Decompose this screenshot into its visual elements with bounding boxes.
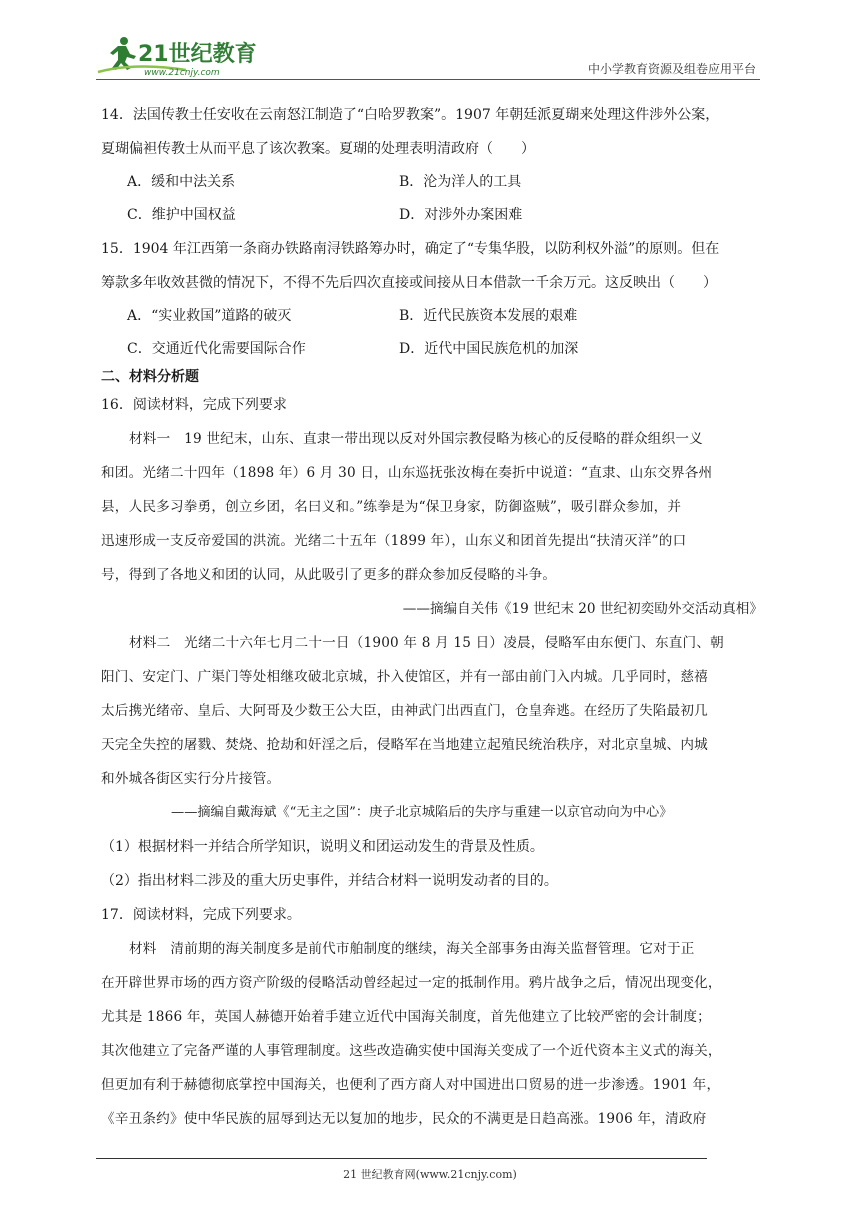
q17-material-line: 《辛丑条约》使中华民族的屈辱到达无以复加的地步，民众的不满更是日趋高涨。1906 年，清政府 xyxy=(101,1111,707,1127)
q17-material-line: 在开辟世界市场的西方资产阶级的侵略活动曾经起过一定的抵制作用。鸦片战争之后，情况出现变化， xyxy=(101,975,722,991)
q16-material-1-line: 迅速形成一支反帝爱国的洪流。光绪二十五年（1899 年），山东义和团首先提出“扶清灭洋”的口 xyxy=(101,533,687,549)
logo-url: www.21cnjy.com xyxy=(144,68,220,78)
q16-material-2-line: 天完全失控的屠戮、焚烧、抢劫和奸淫之后，侵略军在当地建立起殖民统治秩序，对北京皇城、内城 xyxy=(101,737,708,753)
question-16 xyxy=(101,388,765,898)
document-body xyxy=(101,98,765,1136)
q16-material-1-line: 县，人民多习拳勇，创立乡团，名曰义和。”练拳是为“保卫身家，防御盗贼”，吸引群众参加，并 xyxy=(101,499,682,515)
platform-name: 中小学教育资源及组卷应用平台 xyxy=(587,62,756,76)
q17-material-line: 尤其是 1866 年，英国人赫德开始着手建立近代中国海关制度，首先他建立了比较严密的会计制度； xyxy=(101,1009,711,1025)
q14-stem-line-2: 夏瑚偏袒传教士从而平息了该次教案。夏瑚的处理表明清政府（ ） xyxy=(101,141,535,157)
q14-option-b[interactable]: B．沦为洋人的工具 xyxy=(399,174,522,190)
q17-material-line: 材料 清前期的海关制度多是前代市舶制度的继续，海关全部事务由海关监督管理。它对于正 xyxy=(129,941,695,957)
question-17 xyxy=(101,898,765,1136)
q17-stem: 17．阅读材料，完成下列要求。 xyxy=(101,907,301,923)
question-15 xyxy=(101,232,765,366)
footer-divider xyxy=(96,1158,707,1159)
q14-options-row-1 xyxy=(101,166,765,199)
header-divider xyxy=(96,79,760,80)
q15-option-b[interactable]: B．近代民族资本发展的艰难 xyxy=(399,308,578,324)
q17-material-line: 其次他建立了完备严谨的人事管理制度。这些改造确实使中国海关变成了一个近代资本主义式的海关， xyxy=(101,1043,722,1059)
q14-option-d[interactable]: D．对涉外办案困难 xyxy=(399,207,523,223)
section-heading: 二、材料分析题 xyxy=(101,369,199,385)
question-14 xyxy=(101,98,765,232)
q15-stem-line-1: 15．1904 年江西第一条商办铁路南浔铁路筹办时，确定了“专集华股，以防利权外溢”的原则。但在 xyxy=(101,241,720,257)
q14-option-c[interactable]: C．维护中国权益 xyxy=(127,207,236,223)
q15-option-d[interactable]: D．近代中国民族危机的加深 xyxy=(399,341,579,357)
q14-options-row-2 xyxy=(101,199,765,232)
q16-sub-question-1: （1）根据材料一并结合所学知识，说明义和团运动发生的背景及性质。 xyxy=(101,839,544,855)
q16-sub-question-2: （2）指出材料二涉及的重大历史事件，并结合材料一说明发动者的目的。 xyxy=(101,873,558,889)
q17-material-line: 但更加有利于赫德彻底掌控中国海关，也便利了西方商人对中国进出口贸易的进一步渗透。1901 年， xyxy=(101,1077,721,1093)
q15-stem-line-2: 筹款多年收效甚微的情况下，不得不先后四次直接或间接从日本借款一千余万元。这反映出（ ） xyxy=(101,275,717,291)
q15-option-c[interactable]: C．交通近代化需要国际合作 xyxy=(127,341,306,357)
page-footer: 21 世纪教育网(www.21cnjy.com) xyxy=(343,1168,517,1181)
q16-material-1-line: 材料一 19 世纪末，山东、直隶一带出现以反对外国宗教侵略为核心的反侵略的群众组织一义 xyxy=(129,431,703,447)
q16-material-2-line: 阳门、安定门、广渠门等处相继攻破北京城，扑入使馆区，并有一部由前门入内城。几乎同时，慈禧 xyxy=(101,669,708,685)
q16-stem: 16．阅读材料，完成下列要求 xyxy=(101,397,287,413)
site-logo[interactable] xyxy=(96,32,266,78)
runner-logo-icon xyxy=(96,32,266,78)
q16-material-2-line: 材料二 光绪二十六年七月二十一日（1900 年 8 月 15 日）凌晨，侵略军由东便门、东直门、朝 xyxy=(129,635,724,651)
q16-material-2-line: 和外城各街区实行分片接管。 xyxy=(101,771,281,787)
q16-material-1-source: ——摘编自关伟《19 世纪末 20 世纪初奕劻外交活动真相》 xyxy=(402,601,763,617)
q16-material-1-line: 和团。光绪二十四年（1898 年）6 月 30 日，山东巡抚张汝梅在奏折中说道：“直隶、山东交界各州 xyxy=(101,465,713,481)
q15-options-row-2 xyxy=(101,333,765,366)
q16-material-2-line: 太后携光绪帝、皇后、大阿哥及少数王公大臣，由神武门出西直门，仓皇奔逃。在经历了失陷最初几 xyxy=(101,703,708,719)
logo-text: 21世纪教育 xyxy=(138,42,257,67)
q16-material-1-line: 号，得到了各地义和团的认同，从此吸引了更多的群众参加反侵略的斗争。 xyxy=(101,567,557,583)
q15-option-a[interactable]: A．“实业救国”道路的破灭 xyxy=(127,308,292,324)
q14-stem-line-1: 14．法国传教士任安收在云南怒江制造了“白哈罗教案”。1907 年朝廷派夏瑚来处理这件涉外公案， xyxy=(101,107,720,123)
q16-material-2-source: ——摘编自戴海斌《“无主之国”：庚子北京城陷后的失序与重建一以京官动向为中心》 xyxy=(171,805,673,820)
page-header xyxy=(96,32,760,80)
q14-option-a[interactable]: A．缓和中法关系 xyxy=(127,174,236,190)
q15-options-row-1 xyxy=(101,300,765,333)
